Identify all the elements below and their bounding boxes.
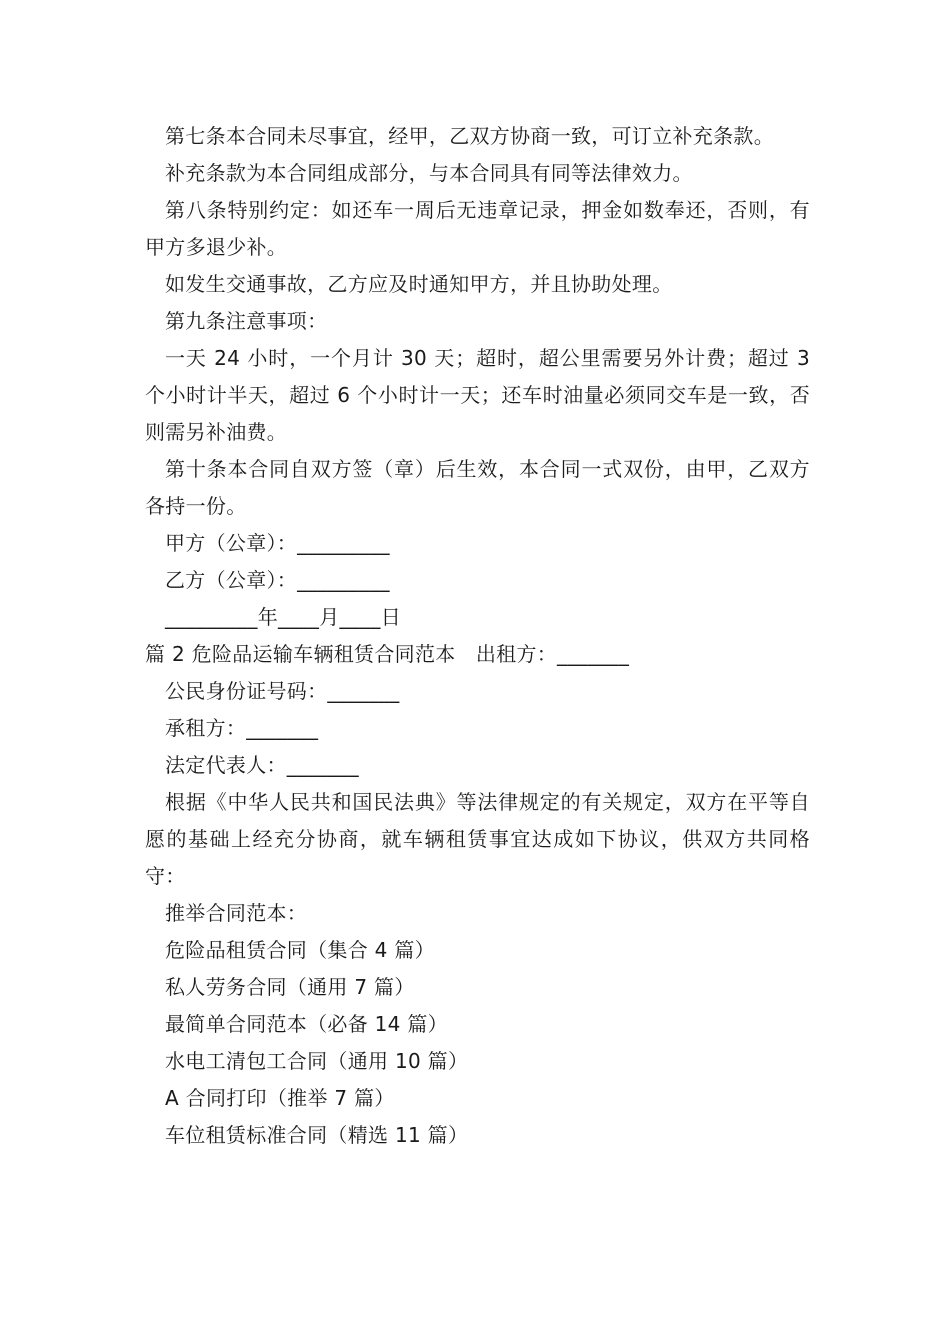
field-legal-representative: 法定代表人：_______ (165, 753, 359, 777)
section-2-heading: 篇 2 危险品运输车辆租赁合同范本 出租方：_______ (145, 642, 630, 666)
signature-date: _________年____月____日 (165, 605, 401, 629)
signature-party-a: 甲方（公章）：_________ (165, 531, 390, 555)
paragraph-article-7: 第七条本合同未尽事宜，经甲，乙双方协商一致，可订立补充条款。 (165, 124, 774, 148)
recommended-item: 车位租赁标准合同（精选 11 篇） (165, 1123, 469, 1147)
field-id-number: 公民身份证号码：_______ (165, 679, 400, 703)
paragraph-supplementary-terms: 补充条款为本合同组成部分，与本合同具有同等法律效力。 (165, 161, 693, 185)
paragraph-article-8: 第八条特别约定：如还车一周后无违章记录，押金如数奉还，否则，有甲方多退少补。 (145, 198, 810, 259)
recommended-heading: 推举合同范本： (165, 901, 308, 925)
recommended-item: A 合同打印（推举 7 篇） (165, 1086, 395, 1110)
document-body (145, 118, 817, 1154)
paragraph-article-10: 第十条本合同自双方签（章）后生效，本合同一式双份，由甲，乙双方各持一份。 (145, 457, 810, 518)
recommended-item: 危险品租赁合同（集合 4 篇） (165, 938, 435, 962)
paragraph-traffic-accident: 如发生交通事故，乙方应及时通知甲方，并且协助处理。 (165, 272, 673, 296)
paragraph-legal-basis: 根据《中华人民共和国民法典》等法律规定的有关规定，双方在平等自愿的基础上经充分协商，就车辆租赁事宜达成如下协议，供双方共同格守： (145, 790, 810, 888)
paragraph-time-rules: 一天 24 小时，一个月计 30 天；超时，超公里需要另外计费；超过 3 个小时计半天，超过 6 个小时计一天；还车时油量必须同交车是一致，否则需另补油费。 (145, 346, 817, 444)
field-lessee: 承租方：_______ (165, 716, 319, 740)
recommended-item: 水电工清包工合同（通用 10 篇） (165, 1049, 469, 1073)
recommended-item: 私人劳务合同（通用 7 篇） (165, 975, 415, 999)
paragraph-article-9: 第九条注意事项： (165, 309, 328, 333)
recommended-item: 最简单合同范本（必备 14 篇） (165, 1012, 448, 1036)
signature-party-b: 乙方（公章）：_________ (165, 568, 390, 592)
